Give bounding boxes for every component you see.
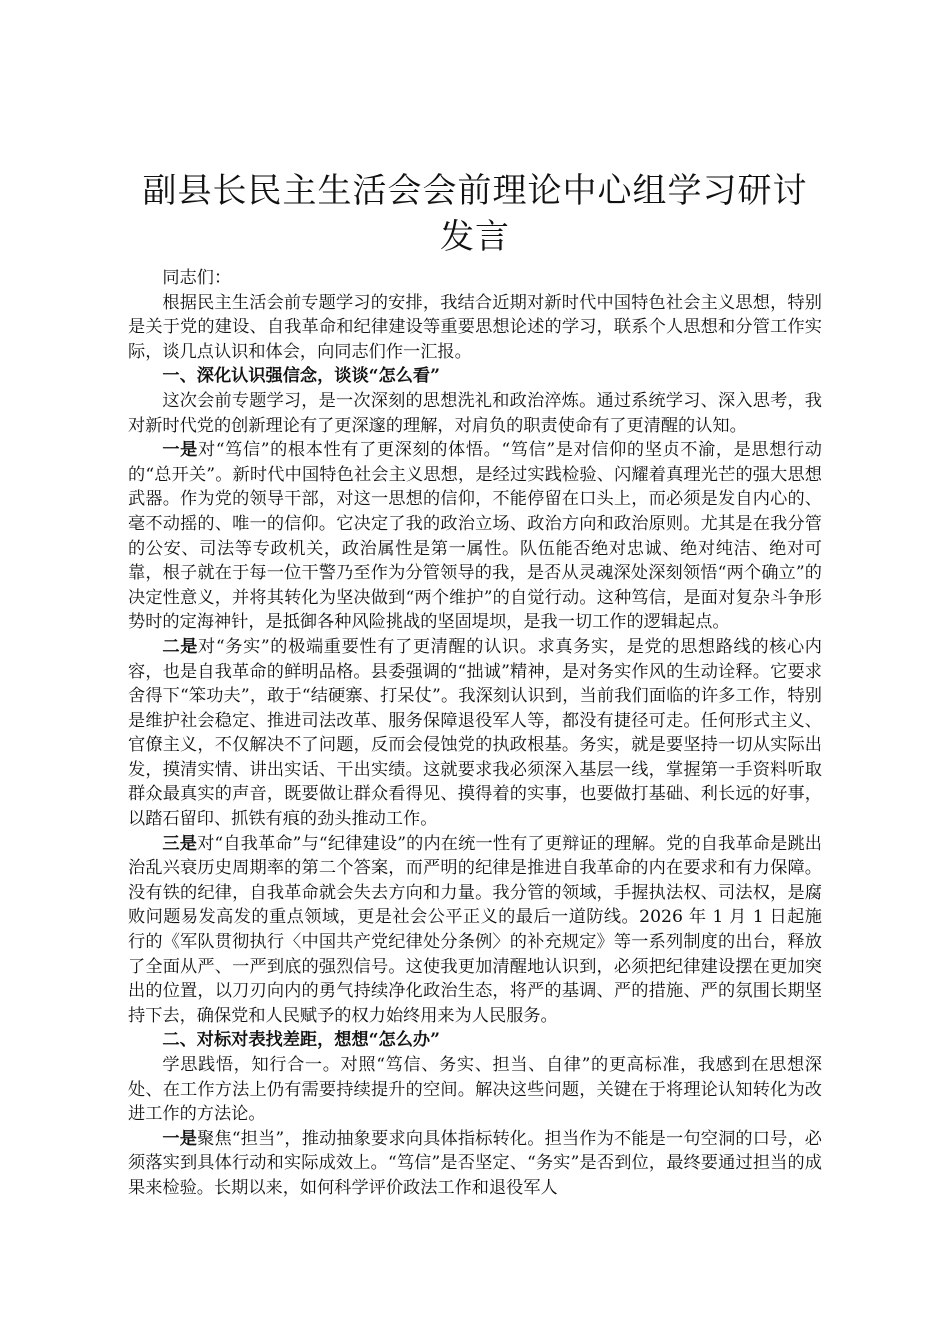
section-2-point-1 <box>128 1127 822 1201</box>
point-text: 聚焦“担当”，推动抽象要求向具体指标转化。担当作为不能是一句空洞的口号，必须落实到具体行动和实际成效上。“笃信”是否坚定、“务实”是否到位，最终要通过担当的成果来检验。长期以来，如何科学评价政法工作和退役军人 <box>128 1128 822 1198</box>
section-2-intro: 学思践悟，知行合一。对照“笃信、务实、担当、自律”的更高标准，我感到在思想深处、在工作方法上仍有需要持续提升的空间。解决这些问题，关键在于将理论认知转化为改进工作的方法论。 <box>128 1055 822 1125</box>
page-title: 副县长民主生活会会前理论中心组学习研讨发言 <box>142 171 808 257</box>
point-lead: 二是 <box>162 636 199 657</box>
section-1-point-3 <box>128 832 822 1029</box>
point-lead: 一是 <box>162 1128 198 1149</box>
section-1-point-1 <box>128 438 822 635</box>
point-lead: 一是 <box>162 440 198 461</box>
section-heading-2: 二、对标对表找差距，想想“怎么办” <box>162 1030 440 1051</box>
section-heading-1: 一、深化认识强信念，谈谈“怎么看” <box>162 366 440 387</box>
intro-paragraph: 根据民主生活会前专题学习的安排，我结合近期对新时代中国特色社会主义思想，特别是关于党的建设、自我革命和纪律建设等重要思想论述的学习，联系个人思想和分管工作实际，谈几点认识和体会，向同志们作一汇报。 <box>128 292 822 362</box>
section-1-intro: 这次会前专题学习，是一次深刻的思想洗礼和政治淬炼。通过系统学习、深入思考，我对新时代党的创新理论有了更深邃的理解，对肩负的职责使命有了更清醒的认知。 <box>128 390 822 436</box>
section-1-point-2 <box>128 635 822 832</box>
point-text: 对“务实”的极端重要性有了更清醒的认识。求真务实，是党的思想路线的核心内容，也是自我革命的鲜明品格。县委强调的“拙诚”精神，是对务实作风的生动诠释。它要求舍得下“笨功夫”，敢于“结硬寨、打呆仗”。我深刻认识到，当前我们面临的许多工作，特别是维护社会稳定、推进司法改革、服务保障退役军人等，都没有捷径可走。任何形式主义、官僚主义，不仅解决不了问题，反而会侵蚀党的执政根基。务实，就是要坚持一切从实际出发，摸清实情、讲出实话、干出实绩。这就要求我必须深入基层一线，掌握第一手资料听取群众最真实的声音，既要做让群众看得见、摸得着的实事，也要做打基础、利长远的好事，以踏石留印、抓铁有痕的劲头推动工作。 <box>128 636 822 830</box>
point-text: 对“笃信”的根本性有了更深刻的体悟。“笃信”是对信仰的坚贞不渝，是思想行动的“总开关”。新时代中国特色社会主义思想，是经过实践检验、闪耀着真理光芒的强大思想武器。作为党的领导干部，对这一思想的信仰，不能停留在口头上，而必须是发自内心的、毫不动摇的、唯一的信仰。它决定了我的政治立场、政治方向和政治原则。尤其是在我分管的公安、司法等专政机关，政治属性是第一属性。队伍能否绝对忠诚、绝对纯洁、绝对可靠，根子就在于每一位干警乃至作为分管领导的我，是否从灵魂深处深刻领悟“两个确立”的决定性意义，并将其转化为坚决做到“两个维护”的自觉行动。这种笃信，是面对复杂斗争形势时的定海神针，是抵御各种风险挑战的坚固堤坝，是我一切工作的逻辑起点。 <box>128 440 822 633</box>
point-text: 对“自我革命”与“纪律建设”的内在统一性有了更辩证的理解。党的自我革命是跳出治乱兴衰历史周期率的第二个答案，而严明的纪律是推进自我革命的内在要求和有力保障。没有铁的纪律，自我革命就会失去方向和力量。我分管的领域，手握执法权、司法权，是腐败问题易发高发的重点领域，更是社会公平正义的最后一道防线。2026 年 1 月 1 日起施行的《军队贯彻执行〈中国共产党纪律处分条例〉的补充规定》等一系列制度的出台，释放了全面从严、一严到底的强烈信号。这使我更加清醒地认识到，必须把纪律建设摆在更加突出的位置，以刀刃向内的勇气持续净化政治生态，将严的基调、严的措施、严的氛围长期坚持下去，确保党和人民赋予的权力始终用来为人民服务。 <box>128 833 822 1026</box>
point-lead: 三是 <box>162 833 198 854</box>
document-body <box>128 266 822 1201</box>
salutation: 同志们： <box>162 268 232 288</box>
